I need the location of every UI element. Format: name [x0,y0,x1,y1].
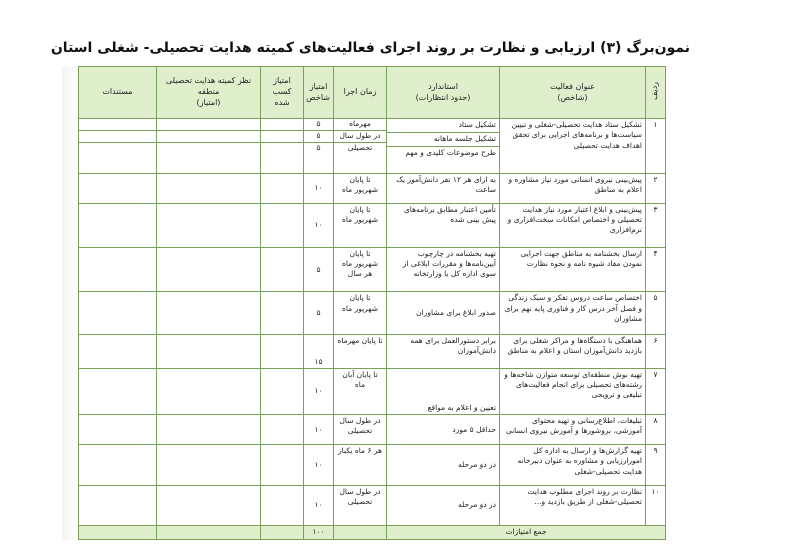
row-score: ۵ [304,248,334,292]
row-time: تا پایان شهریور ماه [334,173,387,203]
row-opinion [157,292,261,334]
row-standard: تهیه بخشنامه در چارچوب آیین‌نامه‌ها و مقررات ابلاغی از سوی اداره کل یا وزارتخانه [387,248,500,292]
total-earned [261,525,304,539]
row-earned [261,415,304,445]
header-activity-sub: (شاخص) [557,92,588,102]
total-time-empty [334,525,387,539]
row-score [304,119,334,173]
row-docs [79,203,157,247]
row-activity: ارسال بخشنامه به مناطق جهت اجرایی نمودن مفاد شیوه نامه و نحوه نظارت [500,248,646,292]
sub-opinion [157,119,260,131]
row-time: تا پایان شهریور ماه [334,203,387,247]
total-docs [79,525,157,539]
row-docs [79,173,157,203]
header-opinion-label: نظر کمیته هدایت تحصیلی منطقه [165,76,252,97]
sub-time: تحصیلی [347,143,373,153]
row-earned [261,368,304,414]
table-row [79,445,666,485]
header-earned: امتیاز کسب شده [261,67,304,119]
row-number: ۷ [646,368,666,414]
table-row [79,485,666,525]
row-opinion [157,119,261,173]
header-time: زمان اجرا [334,67,387,119]
total-label: جمع امتیازات [387,525,666,539]
row-opinion [157,203,261,247]
header-score: امتیاز شاخص [304,67,334,119]
header-opinion-sub: (امتیاز) [196,98,221,108]
row-number: ۱ [646,119,666,173]
row-opinion [157,368,261,414]
row-activity: تهیه گزارش‌ها و ارسال به اداره کل امورارزیابی و مشاوره به عنوان دبیرخانه هدایت تحصیلی-شغلی [500,445,646,485]
sub-docs [79,131,156,143]
sub-opinion [157,131,260,143]
row-number: ۸ [646,415,666,445]
row-activity: تهیه بوش منطقه‌ای توسعه متوازن شاخه‌ها و رشته‌های تحصیلی برای انجام فعالیت‌های تبلیغی و ترویجی [500,368,646,414]
row-opinion [157,334,261,368]
header-row-number: ردیف [646,67,666,119]
row-score: ۱۰ [304,445,334,485]
row-opinion [157,248,261,292]
row-opinion [157,485,261,525]
table-row [79,119,666,173]
row-time: تا پایان شهریور ماه [334,292,387,334]
row-standard: در دو مرحله [387,485,500,525]
sub-standard: تشکیل جلسه ماهانه [387,133,499,147]
row-score: ۱۵ [304,334,334,368]
table-row [79,368,666,414]
row-score: ۵ [304,292,334,334]
sub-earned [261,143,303,154]
evaluation-table-wrapper [78,66,665,540]
row-earned [261,248,304,292]
row-activity: هماهنگی با دستگاه‌ها و مراکز شغلی برای بازدید دانش‌آموزان استان و اعلام به مناطق [500,334,646,368]
evaluation-table [78,66,666,540]
sub-score: ۵ [316,143,321,153]
row-time: هر ۶ ماه یکبار [334,445,387,485]
row-standard: حداقل ۵ مورد [387,415,500,445]
row-number: ۹ [646,445,666,485]
row-activity: اختصاص ساعت دروس تفکر و سبک زندگی و فصل آخر درس کار و فناوری پایه نهم برای مشاوران [500,292,646,334]
table-row [79,334,666,368]
table-row [79,203,666,247]
row-standard: در دو مرحله [387,445,500,485]
row-standard: به ازای هر ۱۲ نفر دانش‌آموز یک ساعت [387,173,500,203]
row-activity: تشکیل ستاد هدایت تحصیلی-شغلی و تبیین سیاست‌ها و برنامه‌های اجرایی برای تحقق اهداف هدایت تحصیلی [500,119,646,173]
header-opinion [157,67,261,119]
row-standard: تعیین و اعلام به مواقع [387,368,500,414]
row-time: تا پایان مهرماه [334,334,387,368]
row-earned [261,173,304,203]
row-docs [79,119,157,173]
row-earned [261,334,304,368]
row-activity: پیش‌بینی نیروی انسانی مورد نیاز مشاوره و اعلام به مناطق [500,173,646,203]
header-standard-label: استاندارد [428,81,458,91]
row-score: ۱۰ [304,368,334,414]
sub-time: در طول سال [334,131,386,143]
row-score: ۱۰ [304,415,334,445]
sub-standard: طرح موضوعات کلیدی و مهم [405,148,496,158]
row-number: ۴ [646,248,666,292]
row-time: در طول سال تحصیلی [334,485,387,525]
row-opinion [157,173,261,203]
sub-opinion [157,143,260,154]
row-docs [79,485,157,525]
page-shadow [62,66,78,540]
sub-standard: تشکیل ستاد [387,119,499,133]
total-score: ۱۰۰ [304,525,334,539]
row-score: ۱۰ [304,203,334,247]
row-number: ۳ [646,203,666,247]
row-docs [79,292,157,334]
sub-earned [261,131,303,143]
table-row [79,248,666,292]
row-opinion [157,415,261,445]
row-score: ۱۰ [304,485,334,525]
total-opinion [157,525,261,539]
row-score: ۱۰ [304,173,334,203]
document-title: نمون‌برگ (۳) ارزیابی و نظارت بر روند اجرای فعالیت‌های کمیته هدایت تحصیلی- شغلی استان [50,40,690,56]
row-earned [261,203,304,247]
header-activity [500,67,646,119]
row-earned [261,485,304,525]
row-time: تا پایان آبان ماه [334,368,387,414]
row-standard: تأمین اعتبار مطابق برنامه‌های پیش بینی شده [387,203,500,247]
row-time [334,119,387,173]
header-standard [387,67,500,119]
row-number: ۱۰ [646,485,666,525]
row-time: تا پایان شهریور ماه هر سال [334,248,387,292]
row-docs [79,248,157,292]
table-row [79,292,666,334]
table-row [79,415,666,445]
row-time: در طول سال تحصیلی [334,415,387,445]
row-number: ۲ [646,173,666,203]
row-activity: نظارت بر روند اجرای مطلوب هدایت تحصیلی-شغلی از طریق بازدید و... [500,485,646,525]
sub-docs [79,143,156,154]
row-activity: پیش‌بینی و ابلاغ اعتبار مورد نیاز هدایت تحصیلی و اختصاص امکانات سخت‌افزاری و نرم‌افزاری [500,203,646,247]
row-number: ۵ [646,292,666,334]
sub-time: مهرماه [334,119,386,131]
sub-score: ۵ [304,119,333,131]
row-docs [79,445,157,485]
header-docs: مستندات [79,67,157,119]
row-docs [79,334,157,368]
row-activity: تبلیغات، اطلاع‌رسانی و تهیه محتوای آموزشی، بروشورها و آموزش نیروی انسانی [500,415,646,445]
table-row [79,173,666,203]
total-row [79,525,666,539]
row-opinion [157,445,261,485]
row-earned [261,445,304,485]
header-row [79,67,666,119]
row-docs [79,415,157,445]
header-standard-sub: (حدود انتظارات) [415,92,471,102]
row-number: ۶ [646,334,666,368]
row-standard: صدور ابلاغ برای مشاوران [387,292,500,334]
sub-docs [79,119,156,131]
row-standard [387,119,500,173]
row-earned [261,119,304,173]
sub-score: ۵ [304,131,333,143]
sub-earned [261,119,303,131]
row-standard: برابر دستورالعمل برای همه دانش‌آموزان [387,334,500,368]
row-docs [79,368,157,414]
row-earned [261,292,304,334]
header-activity-label: عنوان فعالیت [550,81,595,91]
